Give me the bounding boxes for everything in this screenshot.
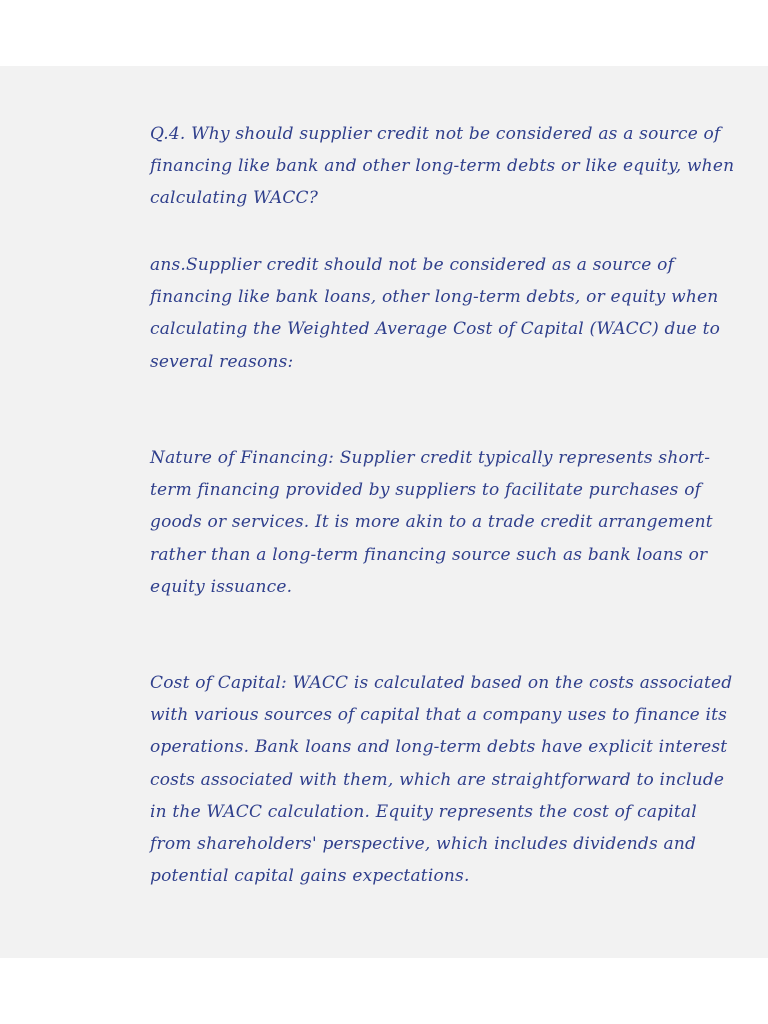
answer-intro-paragraph: ans.Supplier credit should not be considered as a source of financing like bank loans, other long-term debts, or equity when calculating the Weighted Average Cost of Capital (WACC) due to several reasons: — [150, 255, 721, 372]
cost-of-capital-paragraph: Cost of Capital: WACC is calculated based on the costs associated with various sources of capital that a company uses to finance its operations. Bank loans and long-term debts have explicit interest costs associated with them, which are straightforward to include in the WACC calculation. Equity represents the cost of capital from shareholders' perspective, which includes dividends and potential capital gains expectations. — [150, 673, 733, 887]
handwritten-page — [0, 66, 768, 958]
question-paragraph: Q.4. Why should supplier credit not be considered as a source of financing like bank and other long-term debts or like equity, when calculating WACC? — [150, 124, 735, 209]
nature-of-financing-paragraph: Nature of Financing: Supplier credit typically represents short-term financing provided by suppliers to facilitate purchases of goods or services. It is more akin to a trade credit arrangement rather than a long-term financing source such as bank loans or equity issuance. — [150, 448, 713, 597]
